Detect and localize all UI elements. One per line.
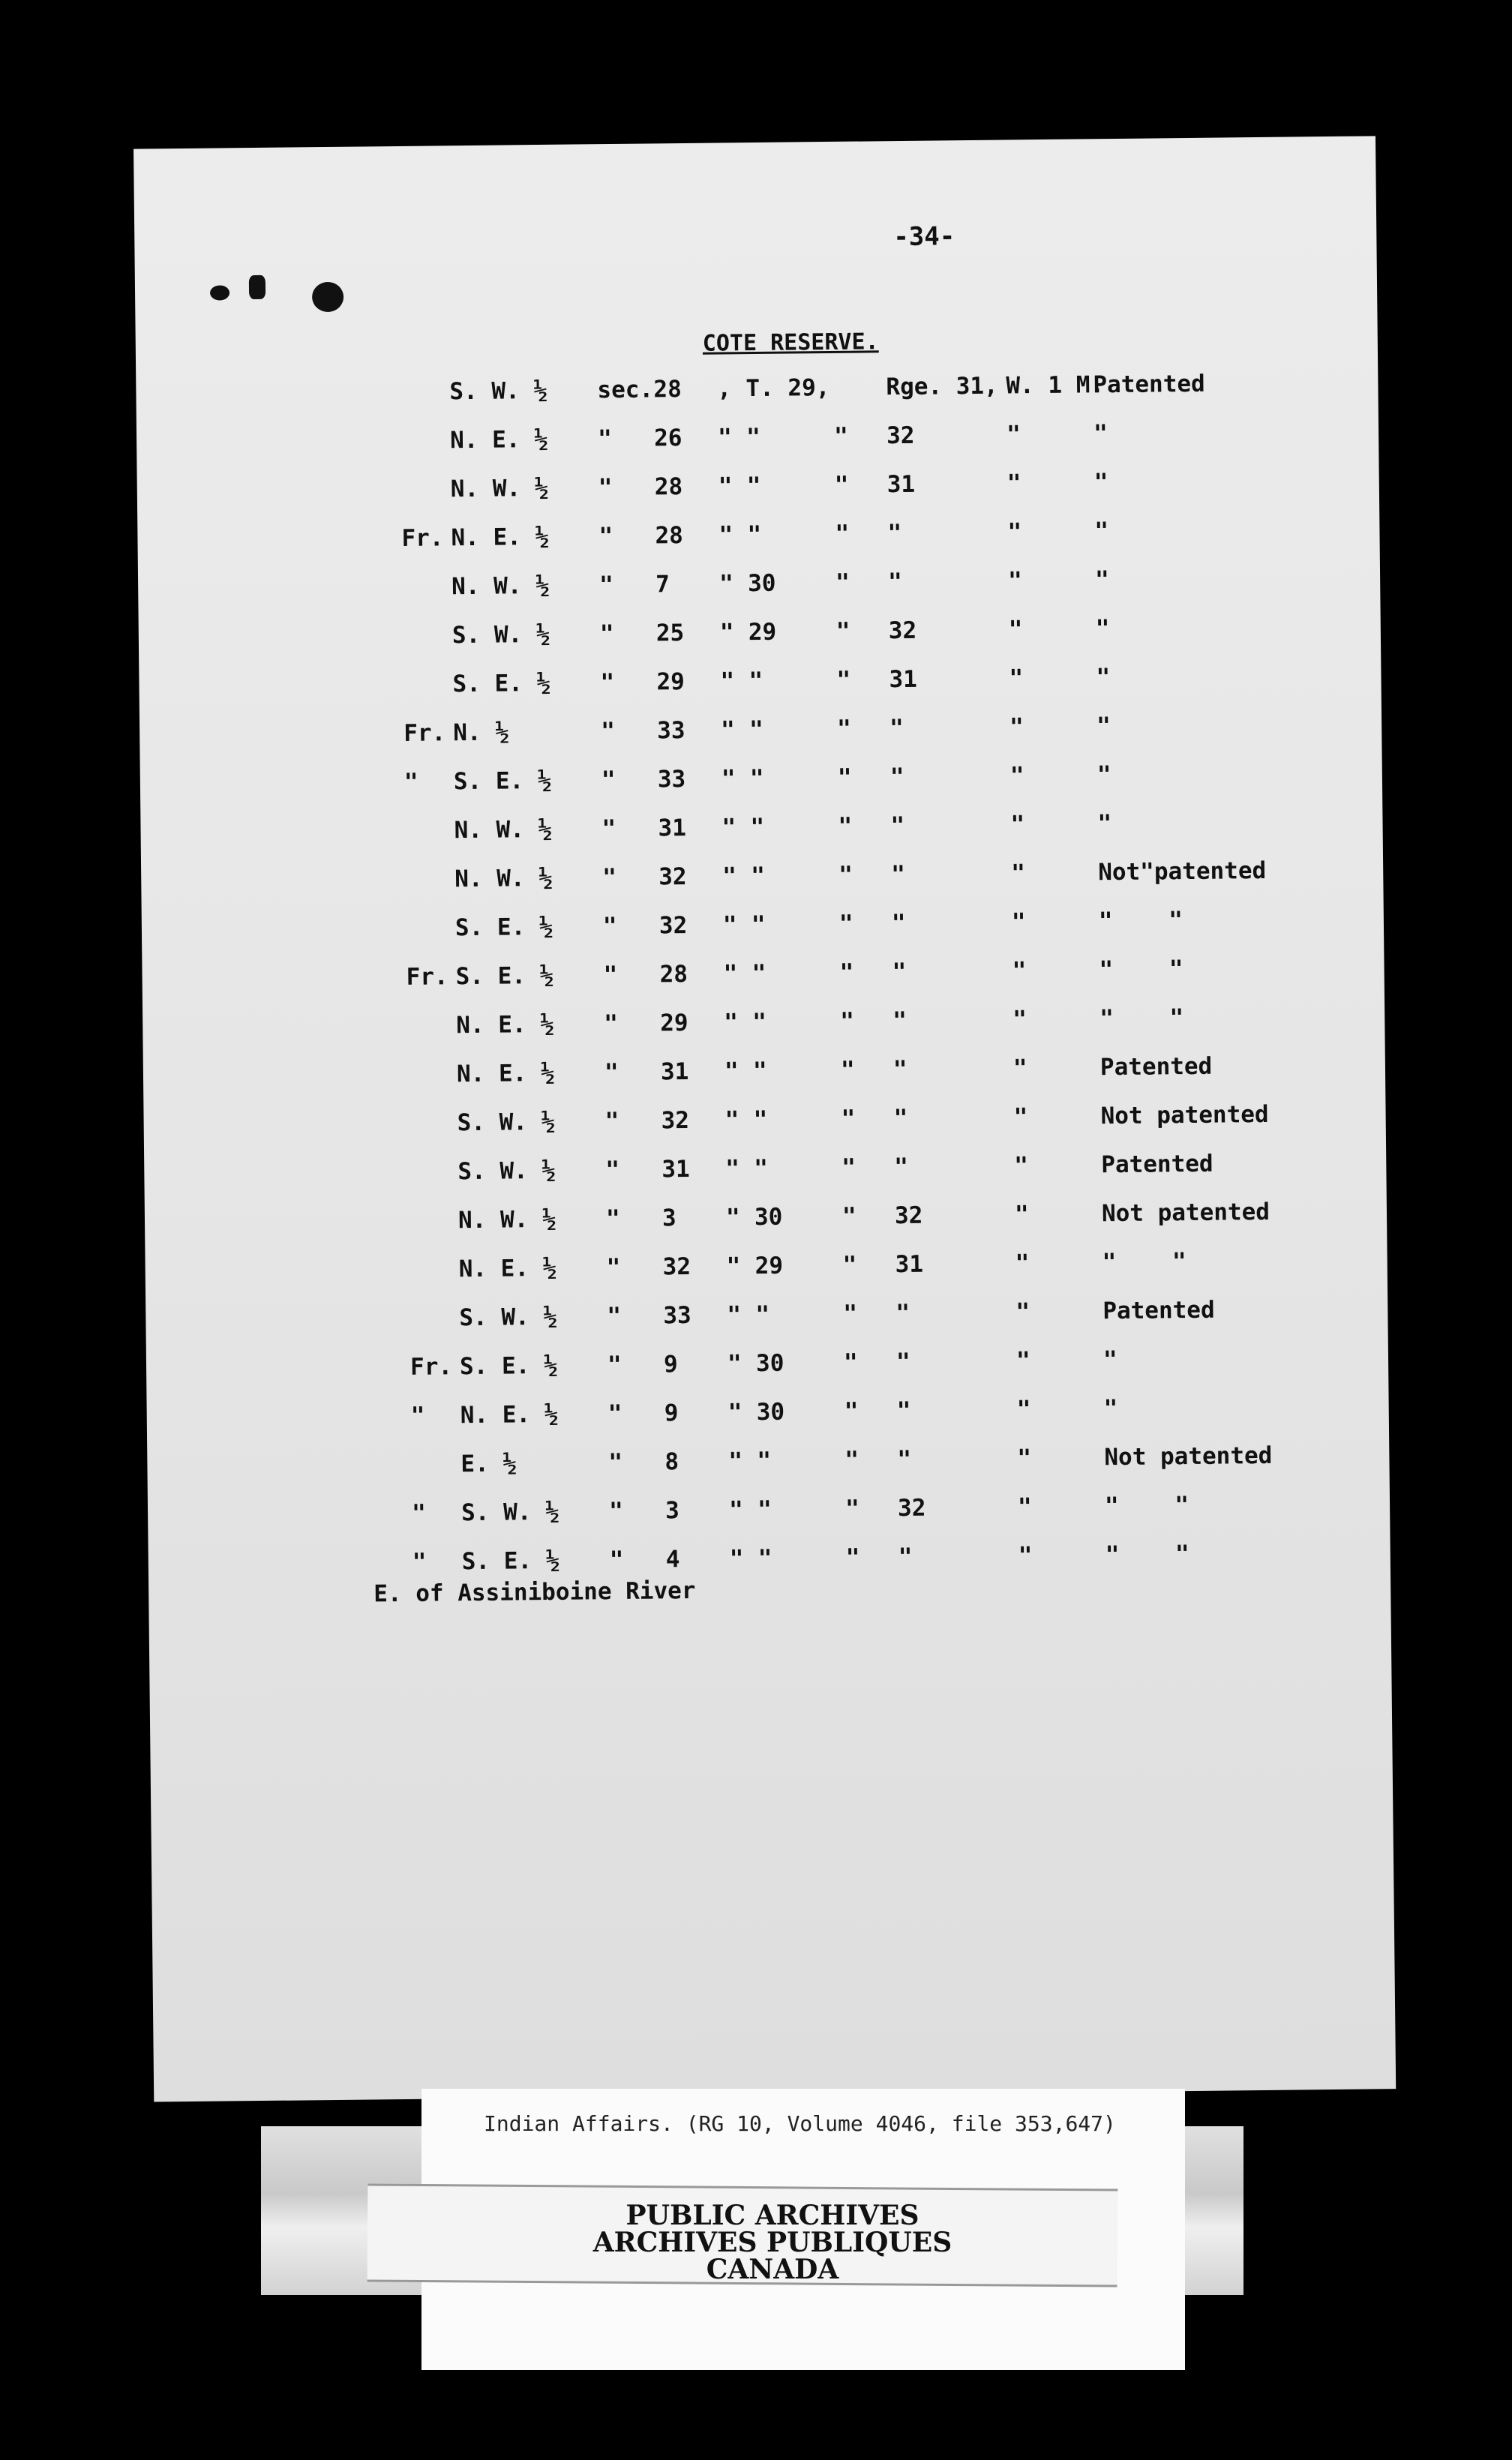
cell-dit4: " — [1018, 1542, 1033, 1570]
cell-quarter: S. E. ½ — [459, 1352, 558, 1381]
cell-status: " " — [1098, 907, 1184, 935]
ink-blot — [210, 285, 230, 300]
cell-dit2: " — [723, 960, 738, 988]
table-row — [141, 856, 1267, 907]
cell-status: Patented — [1102, 1296, 1215, 1325]
cell-twp: " — [749, 764, 764, 793]
cell-twp: " — [752, 959, 766, 988]
cell-dit2: , — [717, 375, 732, 403]
cell-dit1: " — [602, 912, 617, 940]
cell-dit4: " — [1013, 1103, 1028, 1131]
cell-dit4: " — [1015, 1250, 1030, 1277]
cell-dit2: " — [718, 570, 734, 598]
cell-twp: " — [750, 813, 765, 842]
cell-dit2: " — [724, 1009, 739, 1036]
cell-twp: " — [757, 1496, 772, 1524]
cell-dit4: " — [1012, 1054, 1028, 1082]
cell-status: " — [1093, 420, 1108, 448]
cell-dit3: " — [843, 1300, 858, 1328]
cell-rge: " — [891, 909, 906, 938]
cell-sec: 31 — [660, 1058, 689, 1086]
table-row — [137, 469, 1108, 517]
cell-dit3: " — [835, 568, 850, 596]
cell-dit1: " — [604, 1010, 619, 1038]
cell-rge: " — [896, 1396, 911, 1425]
cell-prefix: Fr. — [401, 524, 444, 552]
cell-rge: " — [891, 860, 906, 889]
cell-prefix: Fr. — [406, 963, 448, 991]
cell-sec: 32 — [658, 911, 688, 940]
cell-status: Not"patented — [1098, 856, 1267, 886]
table-row — [140, 761, 1112, 809]
cell-sec: 28 — [654, 473, 683, 501]
cell-dit2: " — [724, 1106, 740, 1134]
cell-quarter: S. E. ½ — [453, 766, 552, 796]
cell-quarter: S. W. ½ — [449, 376, 548, 406]
cell-sec: 31 — [662, 1155, 690, 1184]
cell-dit2: " — [727, 1350, 742, 1378]
cell-dit1: " — [607, 1302, 622, 1330]
cell-dit4: " — [1009, 713, 1024, 741]
cell-twp: " — [746, 472, 761, 500]
cell-dit3: " — [844, 1446, 860, 1474]
cell-dit1: " — [606, 1253, 621, 1282]
cell-sec: 32 — [662, 1252, 692, 1281]
cell-quarter: N. W. ½ — [458, 1205, 556, 1234]
cell-dit3: " — [840, 1007, 855, 1035]
cell-prefix: Fr. — [404, 719, 446, 747]
cell-dit2: " — [721, 716, 736, 744]
cell-rge: " — [896, 1348, 910, 1376]
cell-dit4: " — [1016, 1396, 1031, 1424]
cell-rge: " — [896, 1299, 910, 1328]
cell-twp: T. 29, — [746, 374, 830, 403]
cell-rge: " — [890, 812, 905, 840]
cell-sec: 33 — [663, 1301, 692, 1330]
cell-twp: " — [748, 667, 764, 695]
cell-quarter: N. E. ½ — [456, 1010, 555, 1040]
table-row — [140, 810, 1112, 858]
cell-sec: 7 — [655, 571, 670, 598]
cell-twp: " — [751, 910, 766, 939]
archival-page — [134, 136, 1396, 2102]
cell-prefix: " — [404, 768, 418, 796]
cell-quarter: E. ½ — [460, 1450, 518, 1478]
cell-quarter: N. E. ½ — [449, 425, 548, 454]
cell-dit3: " — [843, 1348, 858, 1376]
cell-dit3: " — [838, 861, 854, 889]
cell-prefix: Fr. — [410, 1353, 453, 1381]
cell-status: " " — [1102, 1248, 1186, 1276]
cell-status: Not patented — [1101, 1198, 1270, 1228]
cell-dit1: " — [602, 814, 616, 843]
cell-sec: 29 — [656, 668, 686, 696]
cell-sec: 9 — [663, 1351, 678, 1378]
cell-sec: 28 — [659, 960, 688, 988]
cell-dit4: " — [1011, 908, 1026, 936]
cell-sec: 28 — [653, 376, 682, 404]
cell-quarter: N. E. ½ — [460, 1400, 559, 1430]
cell-status: " — [1096, 761, 1112, 789]
cell-twp: 30 — [754, 1203, 783, 1232]
cell-status: " — [1096, 712, 1112, 740]
cell-rge: 31 — [895, 1250, 924, 1279]
cell-rge: " — [893, 1104, 908, 1132]
cell-status: " — [1094, 469, 1108, 496]
cell-rge: " — [892, 958, 907, 986]
cell-status: " — [1097, 810, 1112, 838]
cell-dit2: " — [718, 521, 734, 549]
cell-quarter: S. W. ½ — [460, 1498, 560, 1527]
cell-twp: " — [755, 1300, 770, 1329]
cell-dit3: " — [845, 1544, 860, 1571]
cell-rge: " — [887, 519, 902, 548]
cell-dit1: " — [600, 668, 615, 697]
cell-rge: 32 — [888, 616, 917, 645]
cell-status: " — [1102, 1346, 1118, 1374]
cell-quarter: N. E. ½ — [451, 523, 550, 552]
cell-status: " — [1096, 664, 1111, 692]
table-row — [144, 1100, 1269, 1150]
cell-dit3: " — [835, 520, 850, 548]
cell-quarter: S. E. ½ — [461, 1546, 560, 1576]
cell-dit2: " — [729, 1545, 744, 1573]
cell-dit2: " — [724, 1058, 739, 1085]
cell-rge: 32 — [886, 422, 915, 450]
cell-dit3: " — [838, 910, 854, 938]
cell-twp: " — [751, 862, 766, 890]
cell-dit4: " — [1011, 860, 1026, 887]
cell-dit2: " — [728, 1448, 743, 1475]
table-row — [148, 1540, 1190, 1589]
cell-sec: 25 — [656, 620, 685, 647]
cell-dit4: " — [1006, 421, 1021, 448]
cell-dit3: " — [842, 1154, 856, 1181]
cell-rge: Rge. 31, — [886, 372, 998, 401]
cell-dit1: " — [599, 620, 614, 648]
cell-twp: 30 — [747, 569, 776, 598]
cell-dit1: " — [609, 1546, 624, 1574]
table-row — [147, 1442, 1273, 1492]
cell-dit1: " — [608, 1448, 623, 1477]
cell-status: " — [1094, 566, 1109, 594]
cell-quarter: N. E. ½ — [456, 1059, 555, 1088]
cell-dit1: " — [597, 425, 612, 453]
table-row — [143, 1052, 1213, 1102]
cell-dit4: " — [1017, 1444, 1032, 1472]
cell-twp: " — [747, 520, 762, 549]
cell-rge: 32 — [897, 1494, 926, 1522]
cell-quarter: S. W. ½ — [459, 1303, 558, 1332]
cell-dit1: " — [598, 474, 613, 502]
cell-dit2: " — [725, 1155, 740, 1183]
cell-sec: 33 — [657, 717, 686, 745]
cell-twp: " — [752, 1057, 767, 1085]
cell-status: " — [1103, 1395, 1118, 1423]
cell-rge: " — [887, 568, 903, 596]
cell-quarter: S. W. ½ — [457, 1108, 556, 1137]
cell-dit2: " — [717, 424, 732, 452]
cell-dit4: " — [1014, 1152, 1029, 1180]
cell-dit4: " — [1007, 567, 1022, 595]
cell-quarter: N. E. ½ — [458, 1254, 557, 1283]
cell-dit3: " — [840, 1056, 855, 1084]
cell-status: " " — [1099, 956, 1184, 984]
cell-dit3: " — [837, 764, 852, 791]
cell-dit2: " — [720, 668, 735, 695]
cell-status: " " — [1100, 1004, 1184, 1033]
cell-twp: " — [749, 716, 764, 744]
cell-rge: 31 — [889, 665, 918, 694]
cell-dit2: " — [728, 1399, 742, 1426]
cell-dit4: " — [1014, 1201, 1029, 1228]
cell-dit2: " — [726, 1252, 741, 1280]
cell-status: Patented — [1093, 370, 1205, 399]
cell-quarter: S. E. ½ — [455, 962, 554, 991]
cell-dit1: " — [598, 523, 614, 550]
cell-twp: " — [754, 1154, 769, 1183]
cell-status: Patented — [1100, 1052, 1213, 1082]
stamp-line-1: PUBLIC ARCHIVES — [626, 2200, 920, 2231]
cell-rge: 31 — [886, 470, 916, 499]
cell-sec: 32 — [658, 863, 687, 891]
cell-dit1: " — [608, 1400, 622, 1428]
cell-dit4: " — [1017, 1493, 1032, 1521]
cell-quarter: N. W. ½ — [450, 474, 549, 503]
table-row — [144, 1150, 1214, 1199]
cell-dit1: " — [604, 1107, 620, 1136]
cell-dit2: " — [725, 1204, 740, 1232]
table-row — [138, 566, 1109, 614]
cell-dit3: " — [838, 812, 853, 840]
cell-prefix: " — [410, 1402, 425, 1430]
cell-dit3: " — [836, 666, 851, 694]
cell-dit1: " — [601, 717, 616, 746]
cell-dit1: " — [605, 1204, 620, 1233]
cell-dit3: " — [841, 1105, 856, 1132]
cell-dit4: W. 1 M. — [1006, 371, 1105, 400]
cell-dit1: " — [603, 961, 618, 989]
stamp-line-2: ARCHIVES PUBLIQUES — [592, 2227, 952, 2258]
cell-sec: 33 — [657, 766, 686, 794]
cell-sec: 31 — [658, 814, 687, 842]
cell-dit2: " — [727, 1301, 742, 1329]
cell-sec: 4 — [665, 1546, 680, 1574]
archive-citation: Indian Affairs. (RG 10, Volume 4046, file 353,647) — [484, 2111, 1116, 2136]
document-title: COTE RESERVE. — [702, 328, 879, 357]
cell-status: " " — [1104, 1492, 1190, 1520]
cell-status: " — [1094, 518, 1109, 545]
cell-dit2: " — [722, 911, 737, 939]
cell-dit4: " — [1012, 957, 1027, 985]
cell-rge: " — [892, 1006, 908, 1035]
cell-quarter: N. W. ½ — [454, 864, 554, 893]
cell-dit1: " — [598, 572, 614, 599]
cell-prefix: " — [412, 1548, 427, 1576]
table-row — [147, 1395, 1118, 1443]
cell-status: Patented — [1101, 1150, 1214, 1179]
cell-quarter: S. W. ½ — [458, 1156, 556, 1186]
cell-dit1: " — [602, 863, 617, 892]
table-row — [136, 420, 1108, 468]
cell-quarter: S. E. ½ — [454, 913, 554, 942]
cell-rge: " — [898, 1543, 913, 1571]
cell-rge: " — [897, 1445, 912, 1474]
cell-prefix: " — [411, 1499, 426, 1527]
cell-dit4: " — [1010, 762, 1024, 790]
cell-twp: 30 — [755, 1349, 784, 1378]
cell-status: Not patented — [1100, 1100, 1269, 1130]
page-number: -34- — [893, 221, 956, 253]
cell-dit3: " — [834, 471, 849, 499]
table-row — [146, 1346, 1118, 1394]
table-row — [142, 1004, 1184, 1053]
ink-mark — [249, 275, 266, 299]
cell-dit4: " — [1010, 811, 1025, 838]
cell-rge: " — [892, 1055, 908, 1084]
punch-hole — [312, 282, 344, 312]
cell-dit3: " — [833, 422, 848, 450]
cell-sec: 8 — [664, 1448, 680, 1476]
cell-sec: 3 — [664, 1497, 680, 1525]
cell-dit2: " — [728, 1496, 743, 1524]
cell-dit2: " — [722, 862, 737, 890]
cell-status: " — [1095, 615, 1110, 643]
cell-twp: 30 — [756, 1398, 785, 1426]
cell-dit3: " — [844, 1397, 859, 1425]
cell-dit3: " — [839, 958, 854, 986]
cell-rge: 32 — [894, 1202, 923, 1230]
cell-dit1: " — [608, 1497, 623, 1526]
cell-quarter: N. ½ — [453, 718, 510, 747]
cell-twp: " — [746, 423, 760, 452]
table-row — [145, 1198, 1270, 1248]
cell-sec: 29 — [660, 1009, 688, 1037]
cell-sec: 32 — [661, 1106, 690, 1135]
cell-dit4: " — [1009, 664, 1024, 692]
cell-twp: 29 — [754, 1252, 784, 1280]
cell-quarter: N. W. ½ — [454, 815, 553, 844]
cell-dit2: " — [719, 619, 734, 646]
cell-dit3: " — [842, 1251, 857, 1279]
cell-twp: 29 — [748, 618, 777, 646]
cell-dit3: " — [836, 617, 850, 645]
cell-twp: " — [758, 1544, 772, 1573]
cell-dit1: " — [607, 1351, 622, 1379]
cell-dit1: " — [604, 1058, 619, 1087]
cell-dit1: sec. — [597, 376, 654, 404]
cell-dit3: " — [842, 1202, 856, 1230]
cell-dit4: " — [1008, 616, 1023, 644]
cell-sec: 28 — [655, 522, 683, 550]
cell-dit1: " — [605, 1156, 620, 1184]
cell-sec: 26 — [653, 424, 682, 452]
cell-rge: " — [890, 763, 904, 791]
cell-dit4: " — [1016, 1298, 1030, 1326]
cell-quarter: S. E. ½ — [452, 669, 551, 698]
table-row — [139, 615, 1110, 663]
cell-dit2: " — [722, 814, 736, 842]
footnote: E. of Assiniboine River — [374, 1576, 696, 1608]
table-row — [139, 664, 1111, 712]
cell-dit3: " — [837, 715, 852, 742]
cell-quarter: N. W. ½ — [451, 572, 550, 601]
cell-status: " " — [1105, 1540, 1190, 1569]
cell-twp: " — [757, 1447, 772, 1475]
cell-sec: 9 — [664, 1400, 679, 1427]
cell-dit2: " — [721, 765, 736, 793]
cell-dit2: " — [718, 472, 733, 500]
cell-status: Not patented — [1104, 1442, 1273, 1472]
cell-sec: 3 — [662, 1204, 676, 1232]
cell-rge: " — [894, 1153, 909, 1181]
cell-twp: " — [753, 1106, 768, 1134]
cell-dit3: " — [844, 1495, 860, 1522]
cell-rge: " — [890, 714, 904, 742]
cell-dit1: " — [601, 766, 616, 794]
cell-dit4: " — [1016, 1347, 1030, 1375]
stamp-line-3: CANADA — [706, 2254, 839, 2285]
cell-twp: " — [752, 1008, 767, 1036]
cell-quarter: S. W. ½ — [452, 620, 550, 650]
table-row — [137, 518, 1109, 566]
cell-dit4: " — [1007, 518, 1022, 546]
cell-dit4: " — [1012, 1006, 1028, 1034]
cell-dit4: " — [1006, 470, 1022, 497]
